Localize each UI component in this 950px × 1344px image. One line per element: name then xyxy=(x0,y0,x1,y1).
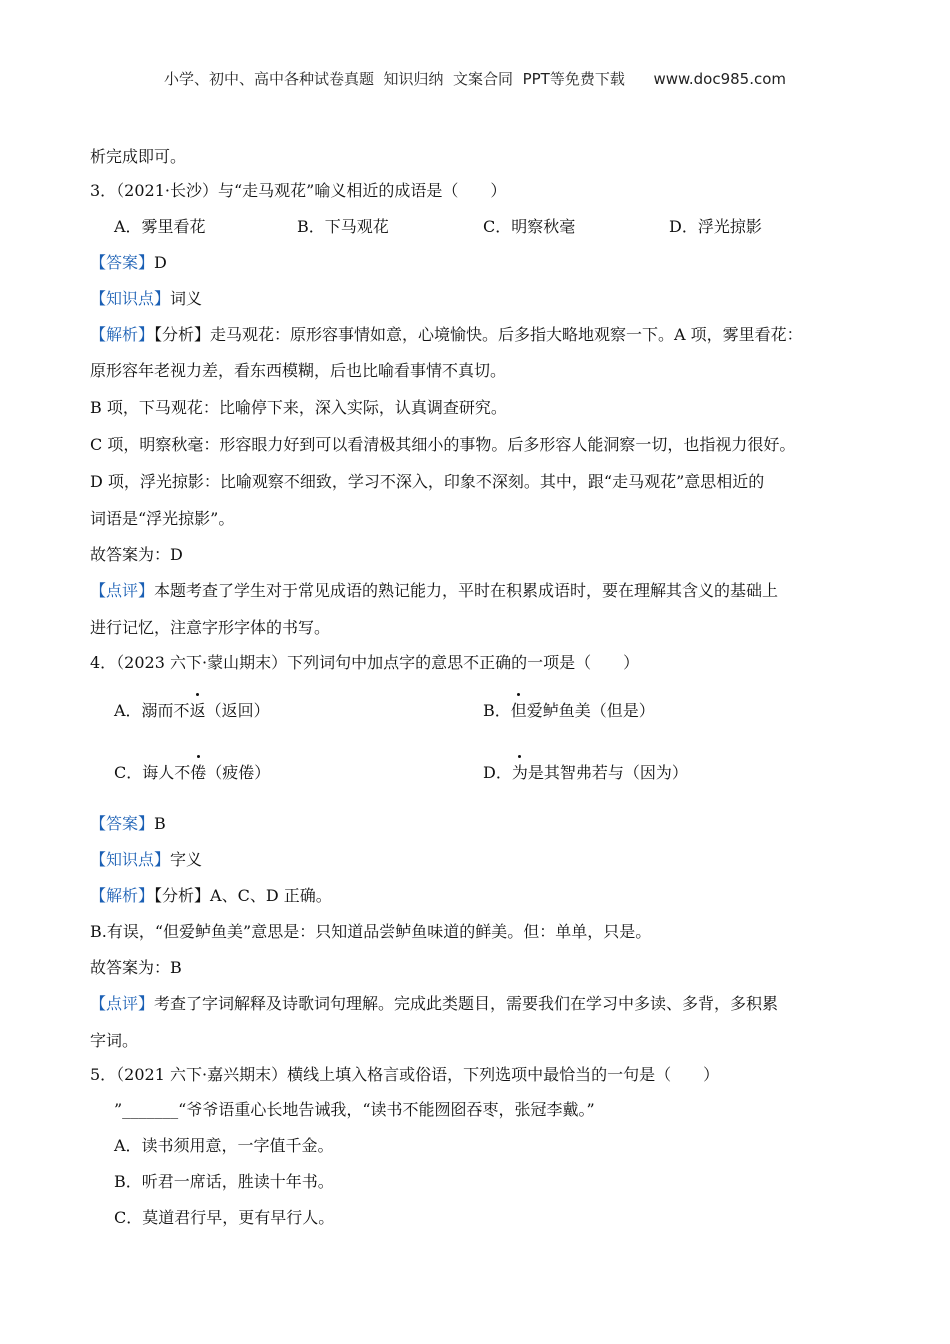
q5-option-a: A．读书须用意，一字值千金。 xyxy=(114,1136,334,1155)
q4-option-d xyxy=(483,762,688,784)
dotted-char: 但 xyxy=(510,701,527,720)
q4-option-c xyxy=(114,762,270,784)
page-header: 小学、初中、高中各种试卷真题 知识归纳 文案合同 PPT等免费下载 www.doc985.com xyxy=(163,70,787,88)
dotted-char: 倦 xyxy=(190,763,207,782)
answer-tag: 【答案】 xyxy=(90,253,155,272)
analysis-text: 【分析】走马观花：原形容事情如意，心境愉快。后多指大略地观察一下。A 项，雾里看花： xyxy=(154,325,803,344)
review-text: 考查了字词解释及诗歌词句理解。完成此类题目，需要我们在学习中多读、多背，多积累 xyxy=(154,994,779,1013)
option-text: C．诲人不 xyxy=(114,763,191,782)
q3-stem: 3．（2021·长沙）与“走马观花”喻义相近的成语是（ ） xyxy=(90,181,507,200)
knowledge-tag: 【知识点】 xyxy=(90,289,171,308)
q4-option-a xyxy=(114,700,270,722)
q5-stem: 5．（2021 六下·嘉兴期末）横线上填入格言或俗语，下列选项中最恰当的一句是（ ） xyxy=(90,1065,720,1084)
q3-analysis-line-1 xyxy=(90,324,803,346)
q4-option-b xyxy=(483,700,655,722)
option-text: B． xyxy=(483,701,511,720)
q3-option-c: C．明察秋毫 xyxy=(483,217,576,236)
q3-analysis-line-3: B 项，下马观花：比喻停下来，深入实际，认真调查研究。 xyxy=(90,398,507,417)
q4-conclusion: 故答案为：B xyxy=(90,958,182,977)
knowledge-value: 字义 xyxy=(170,850,203,869)
dotted-char: 为 xyxy=(511,763,528,782)
q3-option-b: B．下马观花 xyxy=(297,217,389,236)
option-gloss: 是其智弗若与（因为） xyxy=(527,763,688,782)
review-tag: 【点评】 xyxy=(90,994,155,1013)
q4-analysis-line-1 xyxy=(90,885,332,907)
answer-value: B xyxy=(154,814,166,833)
q5-option-c: C．莫道君行早，更有早行人。 xyxy=(114,1208,335,1227)
q3-answer xyxy=(90,252,167,274)
q3-knowledge xyxy=(90,288,202,310)
answer-value: D xyxy=(154,253,167,272)
review-tag: 【点评】 xyxy=(90,581,155,600)
q4-analysis-line-2: B.有误，“但爱鲈鱼美”意思是：只知道品尝鲈鱼味道的鲜美。但：单单，只是。 xyxy=(90,922,652,941)
q4-knowledge xyxy=(90,849,202,871)
q5-option-b: B．听君一席话，胜读十年书。 xyxy=(114,1172,334,1191)
analysis-tag: 【解析】 xyxy=(90,886,155,905)
q3-review-line-2: 进行记忆，注意字形字体的书写。 xyxy=(90,618,331,637)
q3-analysis-line-2: 原形容年老视力差，看东西模糊，后也比喻看事情不真切。 xyxy=(90,361,507,380)
analysis-text: 【分析】A、C、D 正确。 xyxy=(154,886,332,905)
option-gloss: （返回） xyxy=(205,701,270,720)
q3-conclusion: 故答案为：D xyxy=(90,545,183,564)
q3-option-d: D．浮光掠影 xyxy=(669,217,762,236)
q3-option-a: A．雾里看花 xyxy=(114,217,206,236)
analysis-tag: 【解析】 xyxy=(90,325,155,344)
q4-review-line-2: 字词。 xyxy=(90,1031,139,1050)
dotted-char: 返 xyxy=(189,701,206,720)
q3-analysis-line-6: 词语是“浮光掠影”。 xyxy=(90,509,235,528)
q4-stem: 4．（2023 六下·蒙山期末）下列词句中加点字的意思不正确的一项是（ ） xyxy=(90,653,640,672)
q4-review-line-1 xyxy=(90,993,778,1015)
knowledge-value: 词义 xyxy=(170,289,203,308)
knowledge-tag: 【知识点】 xyxy=(90,850,171,869)
q4-answer xyxy=(90,813,166,835)
intro-line: 析完成即可。 xyxy=(90,147,187,166)
option-gloss: （疲倦） xyxy=(206,763,271,782)
q3-review-line-1 xyxy=(90,580,778,602)
q5-quote: ”_______“爷爷语重心长地告诫我，“读书不能囫囵吞枣，张冠李戴。” xyxy=(114,1100,595,1119)
option-text: A．溺而不 xyxy=(114,701,190,720)
q3-analysis-line-5: D 项，浮光掠影：比喻观察不细致，学习不深入，印象不深刻。其中，跟“走马观花”意思相近的 xyxy=(90,472,765,491)
option-text: D． xyxy=(483,763,512,782)
answer-tag: 【答案】 xyxy=(90,814,155,833)
q3-analysis-line-4: C 项，明察秋毫：形容眼力好到可以看清极其细小的事物。后多形容人能洞察一切，也指视力很好。 xyxy=(90,435,796,454)
option-gloss: 爱鲈鱼美（但是） xyxy=(526,701,655,720)
review-text: 本题考查了学生对于常见成语的熟记能力，平时在积累成语时，要在理解其含义的基础上 xyxy=(154,581,779,600)
